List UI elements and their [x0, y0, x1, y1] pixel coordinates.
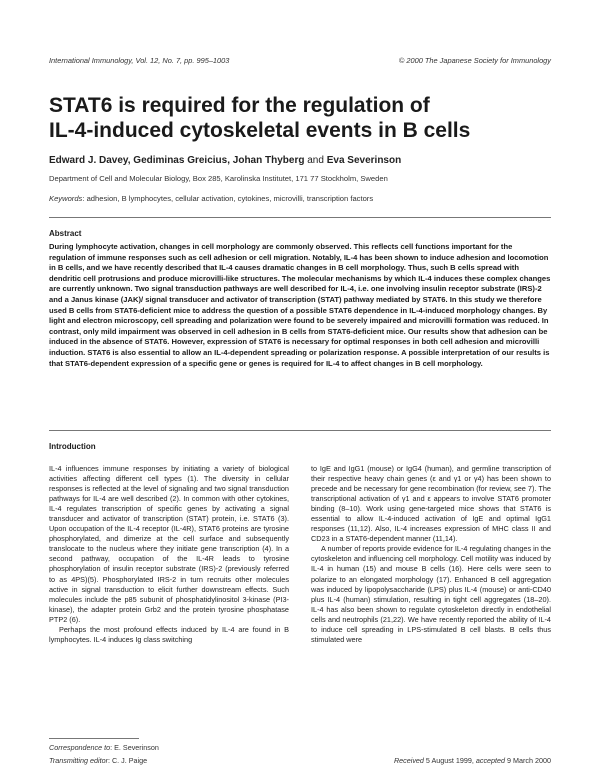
article-title: [49, 93, 559, 143]
transmitting-value: : C. J. Paige: [107, 756, 148, 765]
accepted-label: accepted: [475, 756, 506, 765]
keywords-list: : adhesion, B lymphocytes, cellular activation, cytokines, microvilli, transcription factors: [82, 194, 374, 203]
authors-main: Edward J. Davey, Gediminas Greicius, Johan Thyberg: [49, 155, 305, 166]
correspondence-label: Correspondence to: [49, 743, 111, 752]
keywords-line: [49, 194, 373, 203]
authors-conjunction: and: [304, 155, 327, 166]
keywords-label: Keywords: [49, 194, 83, 203]
copyright-notice: © 2000 The Japanese Society for Immunology: [398, 56, 551, 65]
abstract-text: During lymphocyte activation, changes in cell morphology are commonly observed. This reflects cell functions important for the regulation of immune responses such as cell adhesion or cell migration. Notably, IL-4 has been shown to induce adhesion and locomotion in B cells, and we have recently described that IL-4 causes dramatic changes in B cell morphology. Thus, such B cells spread with dendritic cell protrusions and produce microvilli-like structures. The molecular mechanisms by which IL-4 induces these complex changes are currently unknown. Two signal transduction pathways are well described for IL-4, i.e. one involving insulin receptor substrate (IRS)-2 and a Janus kinase (JAK)/ signal transducer and activator of transcription (STAT) pathway mediated by STAT6. In this study we therefore used B cells from STAT6-deficient mice to address the question of a possible STAT6 dependence in IL-4-induced morphology changes. By light and electron microscopy, cell spreading and polarization were found to be severely impaired and microvilli formation was reduced. In contrast, only mild impairment was observed in cell adhesion in B cells from STAT6-deficient mice. Our results show that adhesion can be induced in the absence of STAT6. However, expression of STAT6 is necessary for optimal responses in both cell adhesion and microvilli induction. STAT6 is also essential to allow an IL-4-dependent spreading or polarization response. A possible interpretation of our results is that STAT6-dependent expression of a specific gene or genes is required for IL-4 to affect changes in B cell morphology.: [49, 242, 551, 368]
abstract-heading: Abstract: [49, 229, 82, 238]
transmitting-editor-note: [49, 756, 147, 765]
correspondence-note: [49, 743, 159, 752]
intro-paragraph-2: Perhaps the most profound effects induced by IL-4 are found in B lymphocytes. IL-4 induces Ig class switching: [49, 624, 289, 644]
correspondence-value: : E. Severinson: [110, 743, 159, 752]
received-label: Received: [393, 756, 424, 765]
authors-last: Eva Severinson: [326, 155, 402, 166]
journal-citation: International Immunology, Vol. 12, No. 7, pp. 995–1003: [49, 56, 230, 65]
column-right: [311, 464, 551, 645]
title-line-1: STAT6 is required for the regulation of: [49, 94, 430, 117]
affiliation: Department of Cell and Molecular Biology, Box 285, Karolinska Institutet, 171 77 Stockholm, Sweden: [49, 174, 388, 183]
title-line-2: IL-4-induced cytoskeletal events in B cells: [49, 119, 471, 142]
intro-paragraph-1: IL-4 influences immune responses by initiating a variety of biological activities affecting different cell types (1). The diversity in cellular responses is reflected at the level of signaling and two signal transduction pathways for IL-4 are well described (2). In common with other cytokines, IL-4 regulates transcription of specific genes by activating a signal transducer and activator of transcription (STAT) protein, i.e. STAT6 (3). Upon occupation of the IL-4 receptor (IL-4R), STAT6 proteins are tyrosine phosphorylated, and dimerize at the cell surface and subsequently translocate to the nucleus where they initiate gene transcription (4). In a second pathway, occupation of the IL-4R leads to tyrosine phosphorylation of insulin receptor substrate (IRS)-2 (previously referred to as 4PS)(5). Phosphorylated IRS-2 in turn recruits other molecules active in signal transduction to elicit further downstream effects. Such molecules include the p85 subunit of phosphatidylinositol 3-kinase (PI3-kinase), the adapter protein Grb2 and the protein tyrosine phosphatase PTP2 (6).: [49, 464, 289, 624]
transmitting-label: Transmitting editor: [49, 756, 108, 765]
accepted-date: 9 March 2000: [505, 756, 551, 765]
abstract-bottom-rule: [49, 430, 551, 431]
intro-paragraph-4: A number of reports provide evidence for IL-4 regulating changes in the cytoskeleton and influencing cell morphology. Cell motility was induced by IL-4 in human (15) and mouse B cells (16). Here cells were seen to polarize to an elongated morphology (17). Enhanced B cell aggregation was induced by lipopolysaccharide (LPS) plus IL-4 (mouse) or anti-CD40 plus IL-4 (human) stimulation, resulting in tight cell aggregates (18–20). IL-4 has also been shown to regulate cytoskeleton directly in endothelial cells and neutrophils (21,22). We have recently reported the ability of IL-4 to induce cell spreading in LPS-stimulated B cell blasts. B cells thus stimulated were: [311, 544, 551, 644]
intro-paragraph-3: to IgE and IgG1 (mouse) or IgG4 (human), and germline transcription of their respective heavy chain genes (ε and γ1 or γ4) has been shown to precede and be necessary for gene recombination (for review, see 7). The transcriptional activation of γ1 and ε appears to involve STAT6 promoter binding (8–10). Work using gene-targeted mice shows that STAT6 is essential to allow IL-4-induced activation of IgE and optimal IgG1 responses (11,12). Also, IL-4 increases expression of MHC class II and CD23 in a STAT6-dependent manner (11,14).: [311, 464, 551, 544]
received-accepted-dates: [394, 756, 551, 765]
footnote-rule: [49, 738, 139, 739]
introduction-heading: Introduction: [49, 442, 96, 451]
received-date: 5 August 1999,: [423, 756, 476, 765]
author-list: [49, 155, 401, 166]
column-left: [49, 464, 289, 645]
abstract-top-rule: [49, 217, 551, 218]
